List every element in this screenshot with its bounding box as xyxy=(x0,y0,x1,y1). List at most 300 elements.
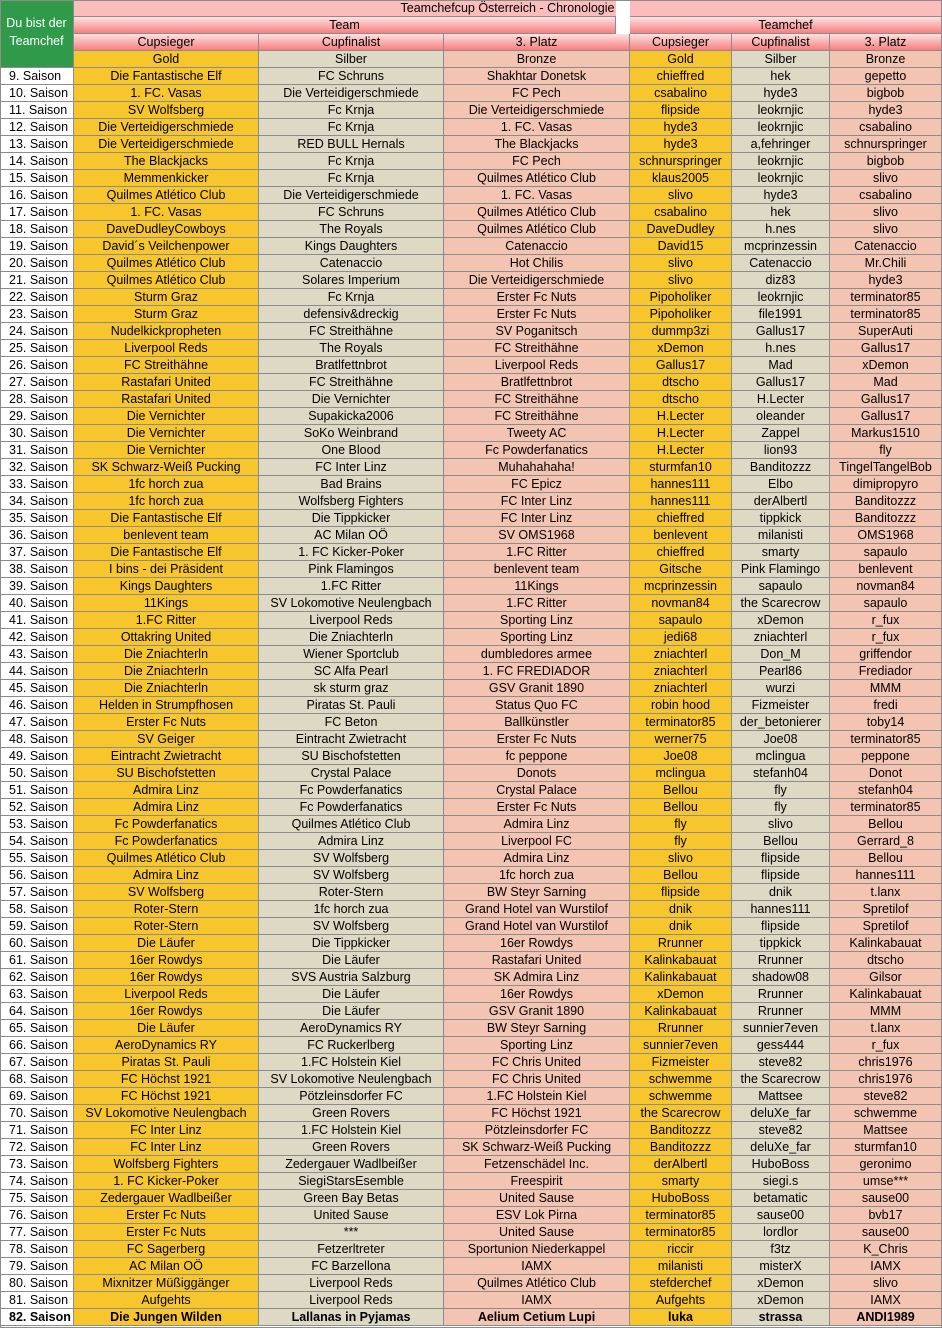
corner-label-line: Du bist der xyxy=(6,16,67,30)
row-third-place-teamchef-cell: chris1976 xyxy=(830,1071,942,1088)
row-cupfinalist-teamchef-cell: diz83 xyxy=(732,272,830,289)
row-third-place-teamchef-cell: t.lanx xyxy=(830,1020,942,1037)
row-third-place-teamchef-cell: xDemon xyxy=(830,357,942,374)
row-cupfinalist-team-cell: FC Barzellona xyxy=(259,1258,444,1275)
row-cupsieger-teamchef-cell: terminator85 xyxy=(630,1224,732,1241)
row-cupfinalist-teamchef-cell: hyde3 xyxy=(732,85,830,102)
row-cupsieger-team-cell: Quilmes Atlético Club xyxy=(74,187,259,204)
row-third-place-teamchef-cell: Gerrard_8 xyxy=(830,833,942,850)
row-cupfinalist-teamchef-cell: sunnier7even xyxy=(732,1020,830,1037)
row-cupsieger-teamchef-cell: Banditozzz xyxy=(630,1122,732,1139)
row-cupsieger-team-cell: SV Wolfsberg xyxy=(74,884,259,901)
row-third-place-teamchef-cell: steve82 xyxy=(830,1088,942,1105)
row-cupsieger-teamchef-cell: milanisti xyxy=(630,1258,732,1275)
row-cupsieger-team-cell: Memmenkicker xyxy=(74,170,259,187)
row-saison-cell: 67. Saison xyxy=(0,1054,74,1071)
row-third-place-teamchef-cell: sause00 xyxy=(830,1190,942,1207)
row-cupfinalist-teamchef-cell: H.Lecter xyxy=(732,391,830,408)
row-cupsieger-teamchef-cell: slivo xyxy=(630,187,732,204)
row-cupfinalist-teamchef-cell: Pearl86 xyxy=(732,663,830,680)
row-saison-cell: 23. Saison xyxy=(0,306,74,323)
row-third-place-team-cell: BW Steyr Sarning xyxy=(444,884,630,901)
row-third-place-team-cell: Shakhtar Donetsk xyxy=(444,68,630,85)
row-saison-cell: 58. Saison xyxy=(0,901,74,918)
row-saison-cell: 43. Saison xyxy=(0,646,74,663)
row-cupsieger-team-cell: The Blackjacks xyxy=(74,153,259,170)
row-third-place-team-cell: FC Höchst 1921 xyxy=(444,1105,630,1122)
row-cupsieger-teamchef-cell: H.Lecter xyxy=(630,442,732,459)
row-cupsieger-team-cell: benlevent team xyxy=(74,527,259,544)
row-cupfinalist-team-cell: Fc Powderfanatics xyxy=(259,782,444,799)
row-cupfinalist-team-cell: Crystal Palace xyxy=(259,765,444,782)
row-cupfinalist-team-cell: The Royals xyxy=(259,340,444,357)
row-cupsieger-teamchef-cell: hannes111 xyxy=(630,476,732,493)
row-cupsieger-teamchef-cell: jedi68 xyxy=(630,629,732,646)
row-saison-cell: 14. Saison xyxy=(0,153,74,170)
row-cupsieger-team-cell: 16er Rowdys xyxy=(74,1003,259,1020)
row-cupfinalist-teamchef-cell: Rrunner xyxy=(732,952,830,969)
row-saison-cell: 24. Saison xyxy=(0,323,74,340)
column-header-cupfinalist-teamchef: Cupfinalist xyxy=(732,34,830,51)
row-cupsieger-teamchef-cell: novman84 xyxy=(630,595,732,612)
row-cupsieger-team-cell: 1.FC Ritter xyxy=(74,612,259,629)
row-third-place-teamchef-cell: schnurspringer xyxy=(830,136,942,153)
row-cupsieger-teamchef-cell: zniachterl xyxy=(630,663,732,680)
row-cupsieger-team-cell: Die Vernichter xyxy=(74,442,259,459)
row-cupsieger-teamchef-cell: Joe08 xyxy=(630,748,732,765)
row-third-place-teamchef-cell: schwemme xyxy=(830,1105,942,1122)
row-saison-cell: 74. Saison xyxy=(0,1173,74,1190)
row-cupsieger-teamchef-cell: benlevent xyxy=(630,527,732,544)
row-cupsieger-teamchef-cell: Kalinkabauat xyxy=(630,952,732,969)
row-third-place-team-cell: Sporting Linz xyxy=(444,629,630,646)
row-cupsieger-teamchef-cell: dnik xyxy=(630,918,732,935)
row-cupfinalist-teamchef-cell: the Scarecrow xyxy=(732,1071,830,1088)
row-third-place-team-cell: United Sause xyxy=(444,1224,630,1241)
row-cupfinalist-team-cell: 1.FC Holstein Kiel xyxy=(259,1122,444,1139)
row-third-place-team-cell: FC Pech xyxy=(444,85,630,102)
row-cupsieger-team-cell: 1. FC. Vasas xyxy=(74,204,259,221)
row-saison-cell: 49. Saison xyxy=(0,748,74,765)
row-third-place-teamchef-cell: Mattsee xyxy=(830,1122,942,1139)
row-cupfinalist-teamchef-cell: hek xyxy=(732,68,830,85)
row-cupfinalist-team-cell: Solares Imperium xyxy=(259,272,444,289)
row-third-place-team-cell: 16er Rowdys xyxy=(444,986,630,1003)
row-saison-cell: 17. Saison xyxy=(0,204,74,221)
row-cupsieger-team-cell: Die Fantastische Elf xyxy=(74,510,259,527)
row-third-place-team-cell: FC Chris United xyxy=(444,1071,630,1088)
row-third-place-teamchef-cell: benlevent xyxy=(830,561,942,578)
row-saison-cell: 78. Saison xyxy=(0,1241,74,1258)
row-cupfinalist-teamchef-cell: slivo xyxy=(732,816,830,833)
row-cupsieger-team-cell: Zedergauer Wadlbeißer xyxy=(74,1190,259,1207)
row-cupfinalist-teamchef-cell: milanisti xyxy=(732,527,830,544)
row-cupfinalist-team-cell: FC Streithähne xyxy=(259,374,444,391)
row-cupsieger-team-cell: Quilmes Atlético Club xyxy=(74,850,259,867)
row-saison-cell: 30. Saison xyxy=(0,425,74,442)
row-cupsieger-teamchef-cell: H.Lecter xyxy=(630,408,732,425)
row-saison-cell: 66. Saison xyxy=(0,1037,74,1054)
row-saison-cell: 79. Saison xyxy=(0,1258,74,1275)
row-saison-cell: 77. Saison xyxy=(0,1224,74,1241)
row-third-place-teamchef-cell: TingelTangelBob xyxy=(830,459,942,476)
group-header-teamchef: Teamchef xyxy=(630,17,942,34)
row-cupfinalist-teamchef-cell: flipside xyxy=(732,918,830,935)
row-cupfinalist-team-cell: Wiener Sportclub xyxy=(259,646,444,663)
row-third-place-teamchef-cell: chris1976 xyxy=(830,1054,942,1071)
row-cupsieger-team-cell: FC Höchst 1921 xyxy=(74,1088,259,1105)
row-third-place-team-cell: IAMX xyxy=(444,1258,630,1275)
row-cupfinalist-teamchef-cell: leokrnjic xyxy=(732,102,830,119)
row-cupsieger-team-cell: Eintracht Zwietracht xyxy=(74,748,259,765)
row-cupsieger-teamchef-cell: Bellou xyxy=(630,799,732,816)
row-cupfinalist-team-cell: Bratlfettnbrot xyxy=(259,357,444,374)
row-saison-cell: 80. Saison xyxy=(0,1275,74,1292)
medal-label-cupfinalist-teamchef: Silber xyxy=(732,51,830,68)
row-cupsieger-teamchef-cell: Bellou xyxy=(630,867,732,884)
row-third-place-teamchef-cell: geronimo xyxy=(830,1156,942,1173)
row-third-place-team-cell: Bratlfettnbrot xyxy=(444,374,630,391)
row-saison-cell: 18. Saison xyxy=(0,221,74,238)
row-third-place-teamchef-cell: hyde3 xyxy=(830,272,942,289)
row-cupsieger-teamchef-cell: sturmfan10 xyxy=(630,459,732,476)
row-cupfinalist-teamchef-cell: leokrnjic xyxy=(732,119,830,136)
row-third-place-team-cell: FC Chris United xyxy=(444,1054,630,1071)
row-cupsieger-teamchef-cell: sunnier7even xyxy=(630,1037,732,1054)
row-third-place-teamchef-cell: terminator85 xyxy=(830,306,942,323)
row-cupsieger-teamchef-cell: mclingua xyxy=(630,765,732,782)
row-saison-cell: 60. Saison xyxy=(0,935,74,952)
row-saison-cell: 45. Saison xyxy=(0,680,74,697)
row-third-place-teamchef-cell: peppone xyxy=(830,748,942,765)
row-cupsieger-teamchef-cell: werner75 xyxy=(630,731,732,748)
row-cupfinalist-team-cell: The Royals xyxy=(259,221,444,238)
row-third-place-teamchef-cell: hannes111 xyxy=(830,867,942,884)
row-third-place-teamchef-cell: toby14 xyxy=(830,714,942,731)
row-third-place-teamchef-cell: MMM xyxy=(830,1003,942,1020)
row-cupfinalist-teamchef-cell: Rrunner xyxy=(732,1003,830,1020)
row-third-place-teamchef-cell: sapaulo xyxy=(830,544,942,561)
row-third-place-team-cell: Sporting Linz xyxy=(444,1037,630,1054)
row-saison-cell: 59. Saison xyxy=(0,918,74,935)
row-cupfinalist-team-cell: Fc Krnja xyxy=(259,102,444,119)
row-third-place-team-cell: Die Verteidigerschmiede xyxy=(444,272,630,289)
medal-label-third-place-teamchef: Bronze xyxy=(830,51,942,68)
row-saison-cell: 27. Saison xyxy=(0,374,74,391)
row-saison-cell: 26. Saison xyxy=(0,357,74,374)
medal-label-cupsieger-teamchef: Gold xyxy=(630,51,732,68)
row-cupfinalist-team-cell: Admira Linz xyxy=(259,833,444,850)
row-cupfinalist-team-cell: *** xyxy=(259,1224,444,1241)
row-third-place-teamchef-cell: slivo xyxy=(830,1275,942,1292)
row-cupfinalist-team-cell: Lallanas in Pyjamas xyxy=(259,1309,444,1326)
row-cupfinalist-teamchef-cell: Mad xyxy=(732,357,830,374)
row-saison-cell: 9. Saison xyxy=(0,68,74,85)
row-cupfinalist-team-cell: Roter-Stern xyxy=(259,884,444,901)
row-cupfinalist-team-cell: Die Läufer xyxy=(259,952,444,969)
row-third-place-team-cell: 1fc horch zua xyxy=(444,867,630,884)
row-cupfinalist-team-cell: Quilmes Atlético Club xyxy=(259,816,444,833)
row-third-place-teamchef-cell: Banditozzz xyxy=(830,510,942,527)
row-saison-cell: 12. Saison xyxy=(0,119,74,136)
row-cupsieger-teamchef-cell: derAlbertl xyxy=(630,1156,732,1173)
row-third-place-teamchef-cell: Frediador xyxy=(830,663,942,680)
row-cupsieger-team-cell: Sturm Graz xyxy=(74,306,259,323)
row-third-place-team-cell: Rastafari United xyxy=(444,952,630,969)
row-cupfinalist-teamchef-cell: xDemon xyxy=(732,1292,830,1309)
row-third-place-teamchef-cell: Markus1510 xyxy=(830,425,942,442)
row-third-place-team-cell: Grand Hotel van Wurstilof xyxy=(444,918,630,935)
row-saison-cell: 70. Saison xyxy=(0,1105,74,1122)
row-cupsieger-teamchef-cell: zniachterl xyxy=(630,680,732,697)
row-cupsieger-teamchef-cell: chieffred xyxy=(630,510,732,527)
row-cupfinalist-team-cell: Die Vernichter xyxy=(259,391,444,408)
row-third-place-team-cell: FC Epicz xyxy=(444,476,630,493)
row-cupfinalist-team-cell: SV Wolfsberg xyxy=(259,850,444,867)
row-cupsieger-teamchef-cell: terminator85 xyxy=(630,714,732,731)
row-third-place-team-cell: 1.FC Ritter xyxy=(444,595,630,612)
column-header-cupsieger-team: Cupsieger xyxy=(74,34,259,51)
row-third-place-teamchef-cell: r_fux xyxy=(830,629,942,646)
row-third-place-teamchef-cell: umse*** xyxy=(830,1173,942,1190)
row-cupsieger-teamchef-cell: slivo xyxy=(630,272,732,289)
row-saison-cell: 71. Saison xyxy=(0,1122,74,1139)
row-cupsieger-team-cell: Mixnitzer Müßiggänger xyxy=(74,1275,259,1292)
row-third-place-teamchef-cell: Kalinkabauat xyxy=(830,935,942,952)
row-cupfinalist-teamchef-cell: Zappel xyxy=(732,425,830,442)
row-cupsieger-teamchef-cell: hyde3 xyxy=(630,136,732,153)
row-saison-cell: 22. Saison xyxy=(0,289,74,306)
row-cupfinalist-teamchef-cell: a,fehringer xyxy=(732,136,830,153)
row-cupsieger-teamchef-cell: luka xyxy=(630,1309,732,1326)
row-third-place-teamchef-cell: Banditozzz xyxy=(830,493,942,510)
row-cupsieger-teamchef-cell: hannes111 xyxy=(630,493,732,510)
row-third-place-teamchef-cell: slivo xyxy=(830,170,942,187)
row-cupsieger-teamchef-cell: schwemme xyxy=(630,1088,732,1105)
row-cupsieger-team-cell: AC Milan OÖ xyxy=(74,1258,259,1275)
row-cupfinalist-team-cell: SV Wolfsberg xyxy=(259,918,444,935)
row-third-place-teamchef-cell: Gallus17 xyxy=(830,408,942,425)
row-cupsieger-team-cell: 11Kings xyxy=(74,595,259,612)
row-third-place-teamchef-cell: slivo xyxy=(830,221,942,238)
row-cupsieger-teamchef-cell: flipside xyxy=(630,102,732,119)
row-cupsieger-team-cell: FC Sagerberg xyxy=(74,1241,259,1258)
row-cupsieger-teamchef-cell: slivo xyxy=(630,255,732,272)
row-third-place-team-cell: 11Kings xyxy=(444,578,630,595)
row-third-place-teamchef-cell: terminator85 xyxy=(830,289,942,306)
row-cupsieger-team-cell: Die Jungen Wilden xyxy=(74,1309,259,1326)
row-saison-cell: 72. Saison xyxy=(0,1139,74,1156)
row-saison-cell: 82. Saison xyxy=(0,1309,74,1326)
row-third-place-team-cell: Donots xyxy=(444,765,630,782)
row-third-place-teamchef-cell: terminator85 xyxy=(830,799,942,816)
row-cupfinalist-teamchef-cell: wurzi xyxy=(732,680,830,697)
row-third-place-teamchef-cell: K_Chris xyxy=(830,1241,942,1258)
row-third-place-team-cell: benlevent team xyxy=(444,561,630,578)
row-cupfinalist-team-cell: Kings Daughters xyxy=(259,238,444,255)
row-cupsieger-team-cell: Die Vernichter xyxy=(74,408,259,425)
row-third-place-teamchef-cell: t.lanx xyxy=(830,884,942,901)
row-cupfinalist-team-cell: United Sause xyxy=(259,1207,444,1224)
column-header-third-place-teamchef: 3. Platz xyxy=(830,34,942,51)
row-cupfinalist-team-cell: Green Rovers xyxy=(259,1139,444,1156)
row-third-place-team-cell: Aelium Cetium Lupi xyxy=(444,1309,630,1326)
row-cupsieger-teamchef-cell: dtscho xyxy=(630,374,732,391)
row-cupfinalist-team-cell: sk sturm graz xyxy=(259,680,444,697)
row-third-place-team-cell: Fetzenschädel Inc. xyxy=(444,1156,630,1173)
row-cupfinalist-teamchef-cell: Mattsee xyxy=(732,1088,830,1105)
row-third-place-teamchef-cell: Spretilof xyxy=(830,901,942,918)
row-third-place-teamchef-cell: r_fux xyxy=(830,612,942,629)
row-third-place-team-cell: dumbledores armee xyxy=(444,646,630,663)
row-third-place-teamchef-cell: fredi xyxy=(830,697,942,714)
row-cupsieger-team-cell: 1fc horch zua xyxy=(74,476,259,493)
row-third-place-teamchef-cell: Spretilof xyxy=(830,918,942,935)
row-cupsieger-team-cell: SV Wolfsberg xyxy=(74,102,259,119)
row-cupsieger-team-cell: Aufgehts xyxy=(74,1292,259,1309)
row-saison-cell: 29. Saison xyxy=(0,408,74,425)
row-cupsieger-teamchef-cell: terminator85 xyxy=(630,1207,732,1224)
row-cupfinalist-team-cell: One Blood xyxy=(259,442,444,459)
row-cupsieger-team-cell: Erster Fc Nuts xyxy=(74,1224,259,1241)
row-cupfinalist-team-cell: FC Inter Linz xyxy=(259,459,444,476)
row-cupsieger-teamchef-cell: David15 xyxy=(630,238,732,255)
row-third-place-team-cell: Catenaccio xyxy=(444,238,630,255)
row-cupfinalist-team-cell: Liverpool Reds xyxy=(259,612,444,629)
row-cupsieger-teamchef-cell: DaveDudley xyxy=(630,221,732,238)
row-cupfinalist-teamchef-cell: zniachterl xyxy=(732,629,830,646)
row-cupfinalist-teamchef-cell: flipside xyxy=(732,867,830,884)
row-cupfinalist-team-cell: Wolfsberg Fighters xyxy=(259,493,444,510)
row-third-place-teamchef-cell: slivo xyxy=(830,204,942,221)
row-third-place-teamchef-cell: dtscho xyxy=(830,952,942,969)
row-cupsieger-teamchef-cell: fly xyxy=(630,816,732,833)
row-cupsieger-teamchef-cell: Rrunner xyxy=(630,935,732,952)
row-cupfinalist-teamchef-cell: shadow08 xyxy=(732,969,830,986)
row-third-place-team-cell: Ballkünstler xyxy=(444,714,630,731)
medal-label-cupfinalist-team: Silber xyxy=(259,51,444,68)
row-cupfinalist-teamchef-cell: Rrunner xyxy=(732,986,830,1003)
row-cupfinalist-team-cell: SVS Austria Salzburg xyxy=(259,969,444,986)
row-cupsieger-teamchef-cell: the Scarecrow xyxy=(630,1105,732,1122)
row-saison-cell: 35. Saison xyxy=(0,510,74,527)
row-third-place-teamchef-cell: Mr.Chili xyxy=(830,255,942,272)
row-cupfinalist-teamchef-cell: oleander xyxy=(732,408,830,425)
row-third-place-team-cell: 1.FC Holstein Kiel xyxy=(444,1088,630,1105)
row-cupsieger-teamchef-cell: mcprinzessin xyxy=(630,578,732,595)
row-third-place-team-cell: SK Admira Linz xyxy=(444,969,630,986)
row-saison-cell: 52. Saison xyxy=(0,799,74,816)
row-cupfinalist-team-cell: SV Lokomotive Neulengbach xyxy=(259,1071,444,1088)
row-cupfinalist-team-cell: 1.FC Holstein Kiel xyxy=(259,1054,444,1071)
group-header-team: Team xyxy=(74,17,616,34)
row-saison-cell: 38. Saison xyxy=(0,561,74,578)
row-cupfinalist-teamchef-cell: hyde3 xyxy=(732,187,830,204)
row-cupfinalist-teamchef-cell: Don_M xyxy=(732,646,830,663)
column-header-cupfinalist-team: Cupfinalist xyxy=(259,34,444,51)
row-cupsieger-team-cell: Ottakring United xyxy=(74,629,259,646)
row-cupsieger-team-cell: Rastafari United xyxy=(74,391,259,408)
row-saison-cell: 31. Saison xyxy=(0,442,74,459)
row-cupfinalist-teamchef-cell: betamatic xyxy=(732,1190,830,1207)
row-cupsieger-teamchef-cell: Gallus17 xyxy=(630,357,732,374)
row-cupsieger-teamchef-cell: Fizmeister xyxy=(630,1054,732,1071)
row-cupsieger-teamchef-cell: csabalino xyxy=(630,85,732,102)
row-third-place-teamchef-cell: Catenaccio xyxy=(830,238,942,255)
row-cupsieger-team-cell: SK Schwarz-Weiß Pucking xyxy=(74,459,259,476)
row-cupfinalist-teamchef-cell: Gallus17 xyxy=(732,374,830,391)
row-saison-cell: 61. Saison xyxy=(0,952,74,969)
row-third-place-team-cell: FC Streithähne xyxy=(444,391,630,408)
row-cupfinalist-teamchef-cell: xDemon xyxy=(732,1275,830,1292)
row-cupfinalist-teamchef-cell: dnik xyxy=(732,884,830,901)
row-cupsieger-team-cell: 1. FC. Vasas xyxy=(74,85,259,102)
row-cupfinalist-team-cell: Die Läufer xyxy=(259,986,444,1003)
sheet-title: Teamchefcup Österreich - Chronologie xyxy=(74,0,942,17)
row-third-place-team-cell: Admira Linz xyxy=(444,850,630,867)
row-cupfinalist-team-cell: Bad Brains xyxy=(259,476,444,493)
row-cupsieger-team-cell: Die Zniachterln xyxy=(74,646,259,663)
row-third-place-team-cell: FC Streithähne xyxy=(444,340,630,357)
row-cupsieger-team-cell: Die Verteidigerschmiede xyxy=(74,119,259,136)
row-third-place-teamchef-cell: terminator85 xyxy=(830,731,942,748)
row-third-place-team-cell: Muhahahaha! xyxy=(444,459,630,476)
row-cupfinalist-team-cell: Die Zniachterln xyxy=(259,629,444,646)
row-cupsieger-teamchef-cell: Bellou xyxy=(630,782,732,799)
row-cupsieger-team-cell: Erster Fc Nuts xyxy=(74,1207,259,1224)
row-saison-cell: 76. Saison xyxy=(0,1207,74,1224)
row-cupfinalist-team-cell: Piratas St. Pauli xyxy=(259,697,444,714)
row-cupsieger-team-cell: Rastafari United xyxy=(74,374,259,391)
row-saison-cell: 36. Saison xyxy=(0,527,74,544)
row-cupfinalist-team-cell: Liverpool Reds xyxy=(259,1275,444,1292)
row-third-place-team-cell: Erster Fc Nuts xyxy=(444,731,630,748)
row-cupsieger-team-cell: FC Inter Linz xyxy=(74,1122,259,1139)
row-third-place-teamchef-cell: Donot xyxy=(830,765,942,782)
row-cupfinalist-team-cell: FC Streithähne xyxy=(259,323,444,340)
row-third-place-team-cell: FC Inter Linz xyxy=(444,510,630,527)
row-cupfinalist-teamchef-cell: mcprinzessin xyxy=(732,238,830,255)
row-cupsieger-team-cell: Roter-Stern xyxy=(74,901,259,918)
row-cupsieger-team-cell: Fc Powderfanatics xyxy=(74,833,259,850)
row-cupsieger-team-cell: Quilmes Atlético Club xyxy=(74,255,259,272)
row-cupsieger-teamchef-cell: zniachterl xyxy=(630,646,732,663)
row-cupfinalist-teamchef-cell: leokrnjic xyxy=(732,170,830,187)
row-third-place-team-cell: Status Quo FC xyxy=(444,697,630,714)
row-cupfinalist-teamchef-cell: Joe08 xyxy=(732,731,830,748)
row-cupsieger-teamchef-cell: Kalinkabauat xyxy=(630,1003,732,1020)
row-cupsieger-teamchef-cell: xDemon xyxy=(630,340,732,357)
row-cupfinalist-teamchef-cell: fly xyxy=(732,782,830,799)
row-third-place-team-cell: FC Streithähne xyxy=(444,408,630,425)
row-saison-cell: 54. Saison xyxy=(0,833,74,850)
row-third-place-teamchef-cell: csabalino xyxy=(830,119,942,136)
row-saison-cell: 33. Saison xyxy=(0,476,74,493)
row-third-place-team-cell: Fc Powderfanatics xyxy=(444,442,630,459)
row-third-place-teamchef-cell: IAMX xyxy=(830,1292,942,1309)
row-cupsieger-teamchef-cell: klaus2005 xyxy=(630,170,732,187)
row-cupfinalist-team-cell: SV Wolfsberg xyxy=(259,867,444,884)
row-third-place-team-cell: IAMX xyxy=(444,1292,630,1309)
row-cupsieger-teamchef-cell: xDemon xyxy=(630,986,732,1003)
row-cupfinalist-team-cell: SC Alfa Pearl xyxy=(259,663,444,680)
row-cupfinalist-teamchef-cell: sapaulo xyxy=(732,578,830,595)
row-third-place-team-cell: Erster Fc Nuts xyxy=(444,306,630,323)
row-cupfinalist-teamchef-cell: HuboBoss xyxy=(732,1156,830,1173)
row-saison-cell: 75. Saison xyxy=(0,1190,74,1207)
row-third-place-teamchef-cell: dimipropyro xyxy=(830,476,942,493)
row-cupfinalist-teamchef-cell: hannes111 xyxy=(732,901,830,918)
